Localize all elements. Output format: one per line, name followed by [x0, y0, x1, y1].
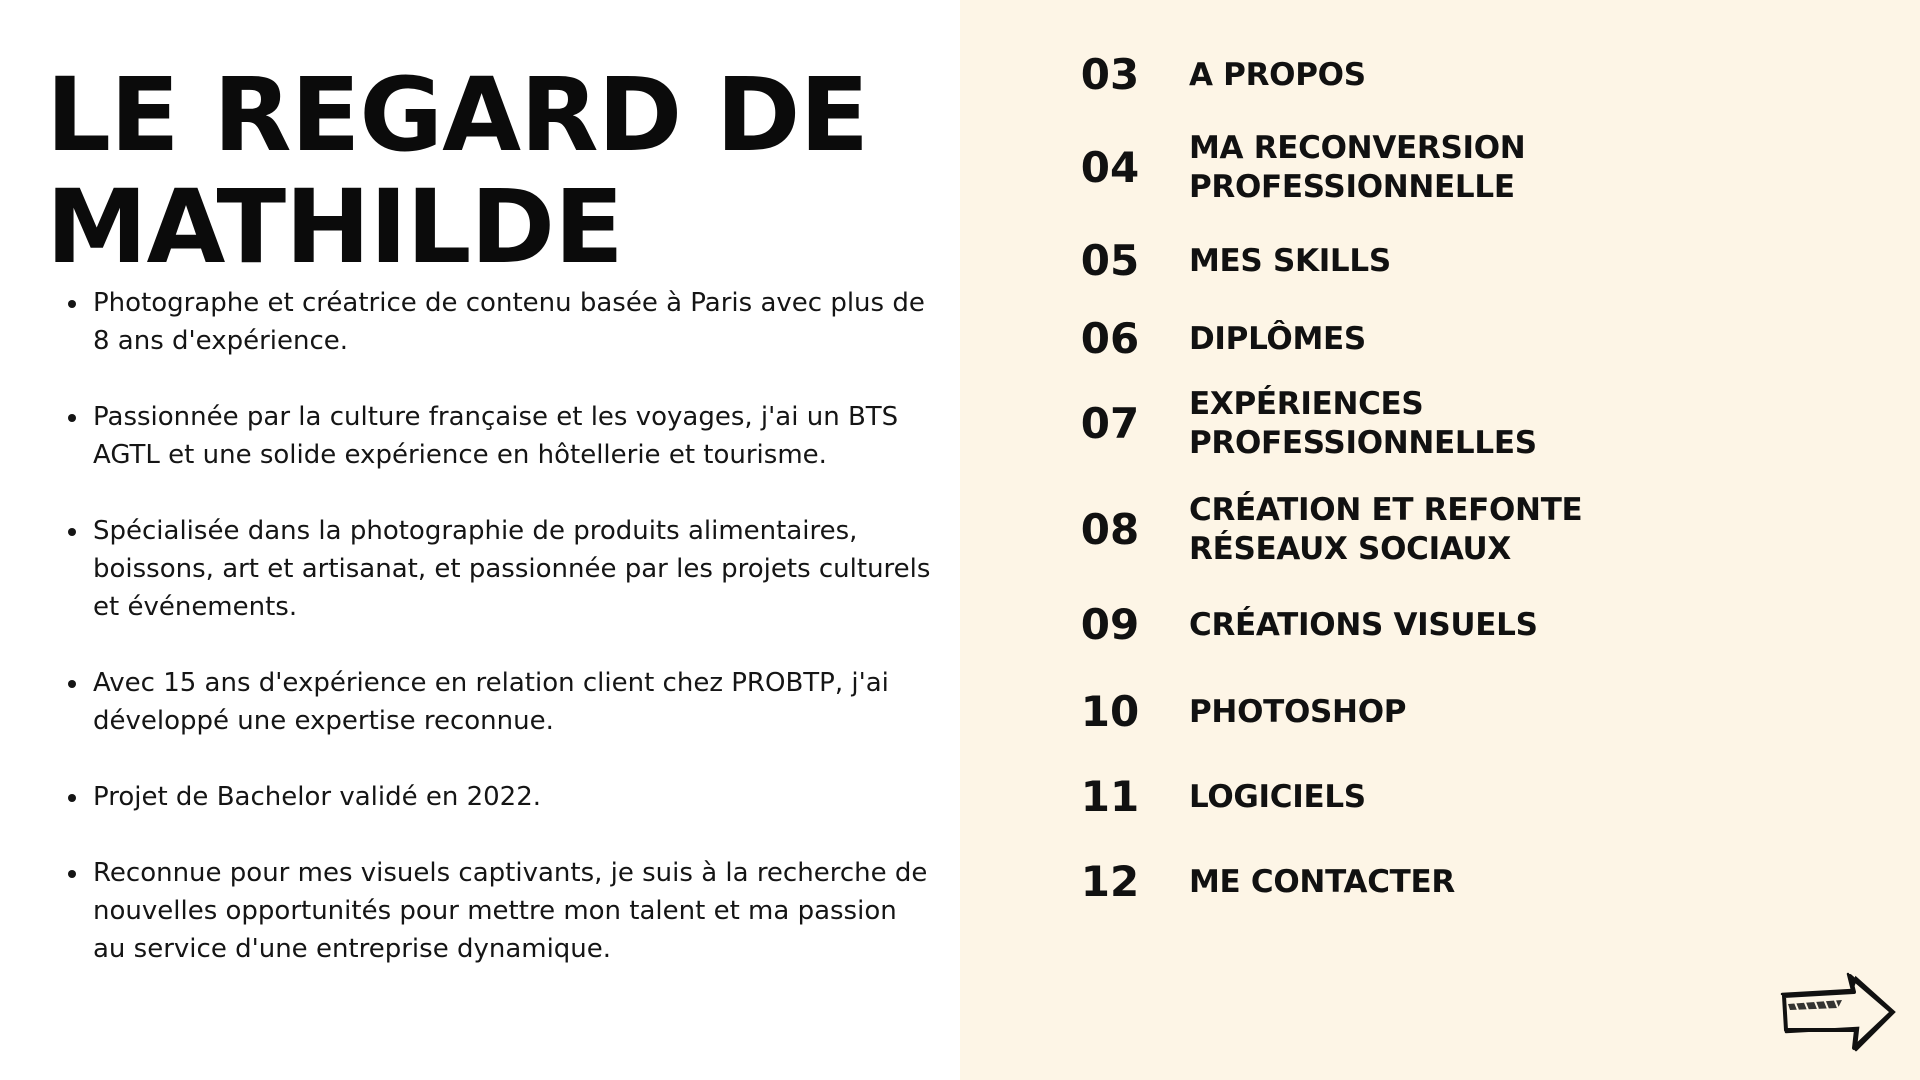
toc-number: 04 [1080, 143, 1140, 192]
toc-label-line: RÉSEAUX SOCIAUX [1189, 531, 1512, 567]
toc-label [1189, 778, 1366, 817]
toc-number: 12 [1080, 857, 1140, 906]
bio-bullet: Reconnue pour mes visuels captivants, je suis à la recherche de nouvelles opportunités pour mettre mon talent et ma passion au service d'une entreprise dynamique. [93, 854, 933, 968]
toc-label-line: MES SKILLS [1189, 242, 1391, 279]
toc-label-line: MA RECONVERSION [1189, 130, 1526, 166]
toc-label-line: PROFESSIONNELLES [1189, 425, 1537, 461]
toc-item-me-contacter[interactable] [1075, 857, 1855, 907]
page-title [46, 56, 869, 287]
bio-bullet: Photographe et créatrice de contenu basée à Paris avec plus de 8 ans d'expérience. [93, 284, 933, 360]
toc-label-line: PHOTOSHOP [1189, 693, 1407, 730]
toc-label-line: A PROPOS [1189, 56, 1366, 93]
toc-label [1189, 320, 1366, 359]
toc-label-line: LOGICIELS [1189, 778, 1366, 815]
hand-drawn-arrow-right-icon[interactable] [1780, 970, 1898, 1054]
toc-label-line: ME CONTACTER [1189, 863, 1455, 900]
toc-label [1189, 491, 1582, 569]
toc-item-creations-visuels[interactable] [1075, 600, 1855, 650]
toc-number: 03 [1080, 50, 1140, 99]
toc-item-experiences[interactable] [1075, 385, 1855, 463]
bio-bullet: Passionnée par la culture française et les voyages, j'ai un BTS AGTL et une solide expérience en hôtellerie et tourisme. [93, 398, 933, 474]
toc-number: 05 [1080, 236, 1140, 285]
toc-label-line: EXPÉRIENCES [1189, 386, 1424, 422]
toc-label-line: CRÉATIONS VISUELS [1189, 606, 1538, 643]
toc-item-mes-skills[interactable] [1075, 236, 1855, 286]
toc-number: 08 [1080, 505, 1140, 554]
bio-bullet-list [66, 284, 933, 1006]
bio-bullet: Avec 15 ans d'expérience en relation client chez PROBTP, j'ai développé une expertise reconnue. [93, 664, 933, 740]
toc-item-creation-refonte[interactable] [1075, 491, 1855, 569]
page-title-line-1: LE REGARD DE [46, 56, 869, 175]
page-title-line-2: MATHILDE [46, 168, 623, 287]
toc-label [1189, 56, 1366, 95]
toc-number: 09 [1080, 600, 1140, 649]
toc-label [1189, 693, 1406, 732]
toc-label-line: DIPLÔMES [1189, 320, 1366, 357]
toc-label [1189, 242, 1391, 281]
toc-label [1189, 385, 1537, 463]
toc-label-line: PROFESSIONNELLE [1189, 169, 1515, 205]
toc-number: 07 [1080, 399, 1140, 448]
toc-number: 10 [1080, 687, 1140, 736]
toc-item-ma-reconversion[interactable] [1075, 129, 1855, 207]
toc-item-diplomes[interactable] [1075, 314, 1855, 364]
toc-number: 06 [1080, 314, 1140, 363]
toc-item-a-propos[interactable] [1075, 50, 1855, 100]
table-of-contents-panel [960, 0, 1920, 1080]
toc-label [1189, 606, 1538, 645]
bio-bullet: Projet de Bachelor validé en 2022. [93, 778, 933, 816]
toc-number: 11 [1080, 772, 1140, 821]
toc-label-line: CRÉATION ET REFONTE [1189, 492, 1583, 528]
toc-item-logiciels[interactable] [1075, 772, 1855, 822]
bio-bullet: Spécialisée dans la photographie de produits alimentaires, boissons, art et artisanat, et passionnée par les projets culturels et événements. [93, 512, 933, 626]
toc-item-photoshop[interactable] [1075, 687, 1855, 737]
toc-label [1189, 129, 1525, 207]
toc-label [1189, 863, 1455, 902]
